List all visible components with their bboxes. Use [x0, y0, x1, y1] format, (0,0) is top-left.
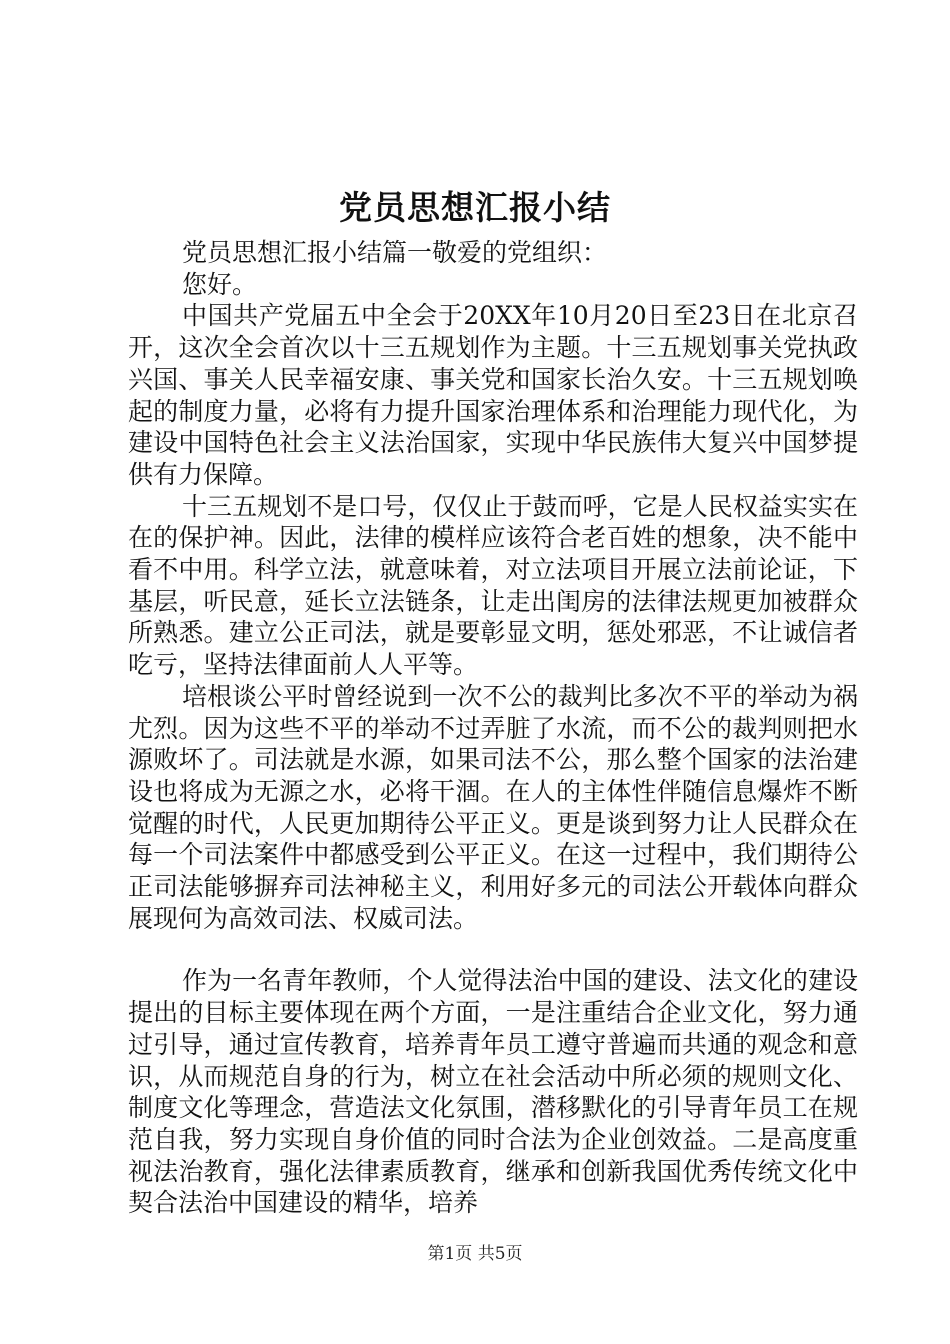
paragraph-plenum: 中国共产党届五中全会于20XX年10月20日至23日在北京召开，这次全会首次以十三五规划作为主题。十三五规划事关党执政兴国、事关人民幸福安康、事关党和国家长治久安。十三五规划唤起的制度力量，必将有力提升国家治理体系和治理能力现代化，为建设中国特色社会主义法治国家，实现中华民族伟大复兴中国梦提供有力保障。 [128, 301, 858, 489]
paragraph-salutation: 党员思想汇报小结篇一敬爱的党组织： [182, 238, 608, 267]
document-body [128, 237, 858, 1219]
paragraph-greeting: 您好。 [182, 269, 258, 299]
document-title: 党员思想汇报小结 [339, 188, 611, 227]
paragraph-rule-of-law: 十三五规划不是口号，仅仅止于鼓而呼，它是人民权益实实在在的保护神。因此，法律的模样应该符合老百姓的想象，决不能中看不中用。科学立法，就意味着，对立法项目开展立法前论证，下基层，听民意，延长立法链条，让走出闺房的法律法规更加被群众所熟悉。建立公正司法，就是要彰显文明，惩处邪恶，不让诚信者吃亏，坚持法律面前人人平等。 [128, 491, 858, 680]
page-number-footer: 第1页 共5页 [427, 1244, 523, 1264]
paragraph-young-teacher: 作为一名青年教师，个人觉得法治中国的建设、法文化的建设提出的目标主要体现在两个方面，一是注重结合企业文化，努力通过引导，通过宣传教育，培养青年员工遵守普遍而共通的观念和意识，从而规范自身的行为，树立在社会活动中所必须的规则文化、制度文化等理念，营造法文化氛围，潜移默化的引导青年员工在规范自我，努力实现自身价值的同时合法为企业创效益。二是高度重视法治教育，强化法律素质教育，继承和创新我国优秀传统文化中契合法治中国建设的精华，培养 [128, 966, 858, 1218]
paragraph-bacon-justice: 培根谈公平时曾经说到一次不公的裁判比多次不平的举动为祸尤烈。因为这些不平的举动不过弄脏了水流，而不公的裁判则把水源败坏了。司法就是水源，如果司法不公，那么整个国家的法治建设也将成为无源之水，必将干涸。在人的主体性伴随信息爆炸不断觉醒的时代，人民更加期待公平正义。更是谈到努力让人民群众在每一个司法案件中都感受到公平正义。在这一过程中，我们期待公正司法能够摒弃司法神秘主义，利用好多元的司法公开载体向群众展现何为高效司法、权威司法。 [128, 681, 858, 933]
